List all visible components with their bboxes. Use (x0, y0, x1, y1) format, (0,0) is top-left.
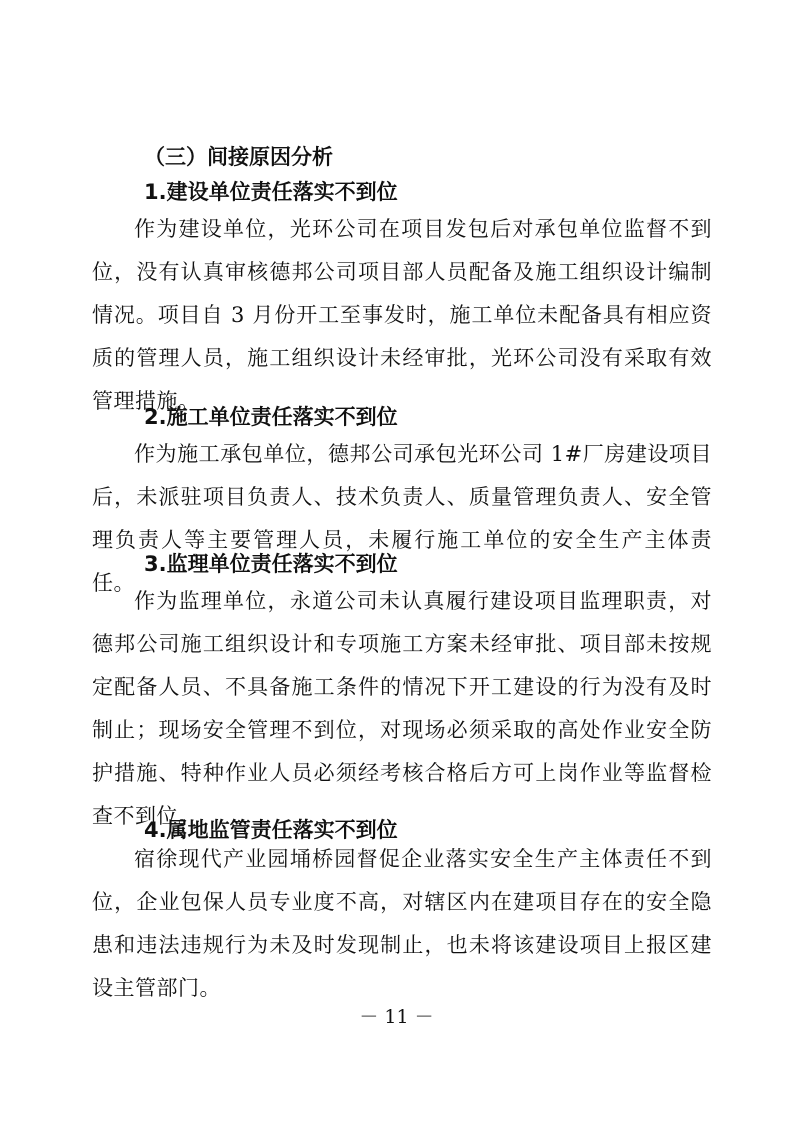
subsection-heading-4: 4.属地监管责任落实不到位 (144, 818, 398, 842)
paragraph-1: 作为建设单位，光环公司在项目发包后对承包单位监督不到位，没有认真审核德邦公司项目部人员配备及施工组织设计编制情况。项目自 3 月份开工至事发时，施工单位未配备具有相应资质的管理人员，施工组织设计未经审批，光环公司没有采取有效管理措施。 (92, 217, 712, 413)
section-heading: （三）间接原因分析 (144, 145, 333, 169)
page-number: － 11 － (359, 1006, 434, 1028)
subsection-heading-3: 3.监理单位责任落实不到位 (144, 552, 398, 576)
paragraph-4: 宿徐现代产业园埇桥园督促企业落实安全生产主体责任不到位，企业包保人员专业度不高，对辖区内在建项目存在的安全隐患和违法违规行为未及时发现制止，也未将该建设项目上报区建设主管部门。 (92, 847, 712, 1000)
subsection-heading-1: 1.建设单位责任落实不到位 (144, 180, 398, 204)
paragraph-3: 作为监理单位，永道公司未认真履行建设项目监理职责，对德邦公司施工组织设计和专项施工方案未经审批、项目部未按规定配备人员、不具备施工条件的情况下开工建设的行为没有及时制止；现场安全管理不到位，对现场必须采取的高处作业安全防护措施、特种作业人员必须经考核合格后方可上岗作业等监督检查不到位。 (92, 589, 712, 828)
subsection-heading-2: 2.施工单位责任落实不到位 (144, 405, 398, 429)
paragraph-2: 作为施工承包单位，德邦公司承包光环公司 1#厂房建设项目后，未派驻项目负责人、技术负责人、质量管理负责人、安全管理负责人等主要管理人员，未履行施工单位的安全生产主体责任。 (92, 442, 712, 595)
